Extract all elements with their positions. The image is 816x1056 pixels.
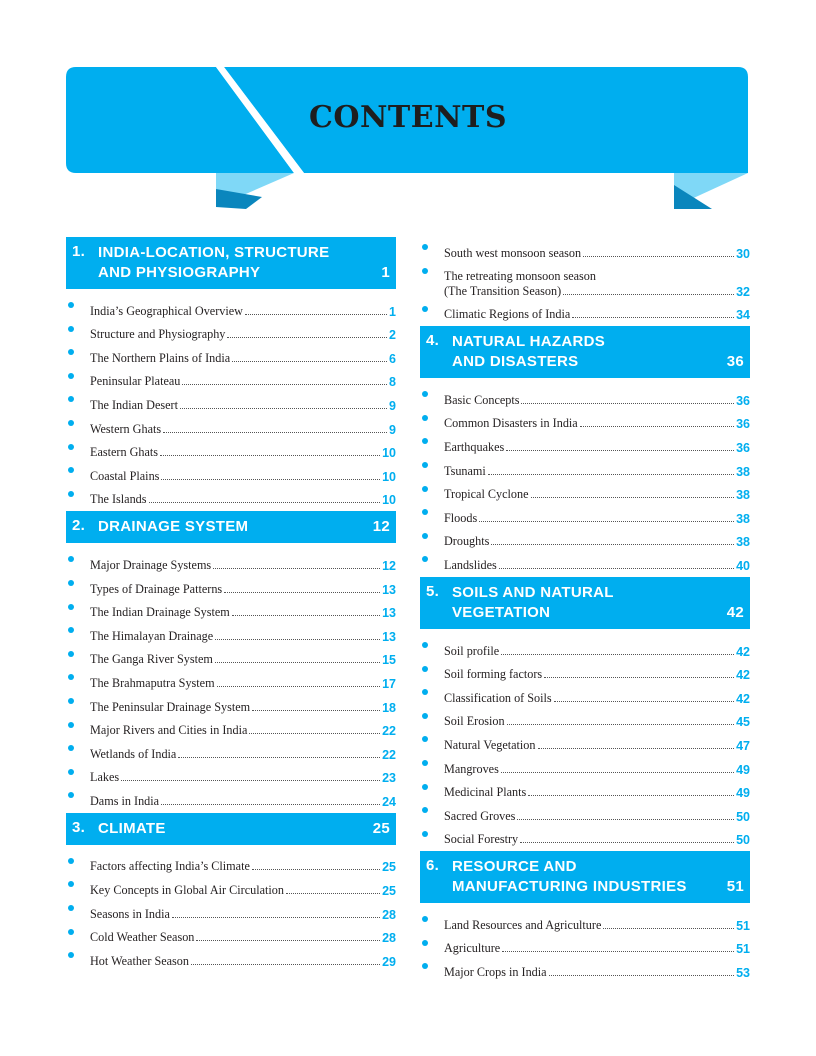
leader-dots	[554, 701, 734, 702]
toc-item-label: India’s Geographical Overview	[90, 303, 243, 318]
toc-item-page: 15	[382, 653, 396, 668]
toc-item-page: 24	[382, 794, 396, 809]
toc-item-page: 49	[736, 762, 750, 777]
chapter-page: 36	[726, 353, 744, 371]
toc-item-label-line1: The retreating monsoon season	[444, 268, 596, 283]
bullet-icon	[68, 467, 74, 473]
leader-dots	[196, 940, 380, 941]
toc-item-page: 32	[736, 284, 750, 299]
leader-dots	[161, 804, 380, 805]
toc-item-page: 28	[382, 931, 396, 946]
toc-item-page: 36	[736, 393, 750, 408]
bullet-icon	[68, 326, 74, 332]
toc-item[interactable]	[420, 706, 750, 730]
leader-dots	[215, 639, 380, 640]
leader-dots	[249, 733, 380, 734]
bullet-icon	[68, 373, 74, 379]
toc-item-page: 1	[389, 304, 396, 319]
toc-item-page: 38	[736, 464, 750, 479]
toc-item[interactable]	[420, 384, 750, 408]
toc-item-label: Lakes	[90, 770, 120, 785]
toc-item-page: 38	[736, 535, 750, 550]
leader-dots	[252, 869, 380, 870]
chapter-number: 1.	[72, 243, 86, 260]
chapter-number: 4.	[426, 332, 440, 350]
toc-item-page: 42	[736, 691, 750, 706]
toc-item-page: 8	[389, 375, 396, 390]
toc-item-page: 50	[736, 833, 750, 848]
leader-dots	[520, 842, 734, 843]
toc-item[interactable]	[66, 762, 396, 786]
toc-item[interactable]	[66, 437, 396, 461]
chapter-title-line1: SOILS AND NATURAL	[452, 583, 614, 601]
chapter-title-line1: RESOURCE AND	[452, 858, 577, 876]
toc-item[interactable]	[420, 299, 750, 323]
toc-item-label: Wetlands of India	[90, 746, 177, 761]
bullet-icon	[68, 420, 74, 426]
toc-item-label-line2: (The Transition Season)	[444, 283, 562, 298]
toc-item-label: Eastern Ghats	[90, 445, 159, 460]
toc-item[interactable]	[66, 898, 396, 922]
toc-item[interactable]	[66, 667, 396, 691]
leader-dots	[603, 928, 734, 929]
toc-item[interactable]	[66, 785, 396, 809]
toc-item-page: 50	[736, 809, 750, 824]
toc-item[interactable]	[66, 549, 396, 573]
bullet-icon	[422, 642, 428, 648]
toc-item-label: Climatic Regions of India	[444, 307, 571, 322]
toc-item-label: Types of Drainage Patterns	[90, 581, 223, 596]
toc-item[interactable]	[66, 413, 396, 437]
leader-dots	[191, 964, 380, 965]
bullet-icon	[422, 556, 428, 562]
toc-item-page: 36	[736, 417, 750, 432]
toc-item[interactable]	[66, 738, 396, 762]
bullet-icon	[422, 415, 428, 421]
bullet-icon	[68, 556, 74, 562]
leader-dots	[507, 724, 734, 725]
toc-item[interactable]	[420, 502, 750, 526]
toc-item-label: The Peninsular Drainage System	[90, 699, 251, 714]
toc-item[interactable]	[66, 620, 396, 644]
toc-item-label: Mangroves	[444, 761, 499, 776]
toc-item-page: 38	[736, 488, 750, 503]
bullet-icon	[68, 491, 74, 497]
leader-dots	[549, 975, 735, 976]
toc-item-label: Major Drainage Systems	[90, 557, 212, 572]
chapter-title-line1: DRAINAGE SYSTEM	[98, 518, 249, 536]
toc-item[interactable]	[420, 408, 750, 432]
toc-item-label: Basic Concepts	[444, 392, 520, 407]
toc-item-label: Droughts	[444, 534, 490, 549]
bullet-icon	[422, 244, 428, 250]
bullet-icon	[422, 438, 428, 444]
chapter-heading[interactable]	[420, 851, 750, 903]
bullet-icon	[68, 858, 74, 864]
bullet-icon	[68, 580, 74, 586]
toc-item-label: South west monsoon season	[444, 245, 582, 260]
toc-item-label: The Islands	[90, 492, 147, 507]
bullet-icon	[68, 769, 74, 775]
toc-item[interactable]	[66, 573, 396, 597]
bullet-icon	[68, 792, 74, 798]
bullet-icon	[422, 831, 428, 837]
leader-dots	[488, 474, 734, 475]
bullet-icon	[68, 349, 74, 355]
toc-item-page: 22	[382, 747, 396, 762]
bullet-icon	[68, 698, 74, 704]
chapter-title-line2: VEGETATION	[452, 603, 551, 621]
toc-item-page: 10	[382, 469, 396, 484]
toc-item-page: 17	[382, 676, 396, 691]
toc-item-page: 18	[382, 700, 396, 715]
toc-item-page: 12	[382, 558, 396, 573]
toc-item-label: Key Concepts in Global Air Circulation	[90, 883, 284, 898]
leader-dots	[531, 497, 735, 498]
toc-item-label: Natural Vegetation	[444, 737, 536, 752]
toc-item-label: Sacred Groves	[444, 808, 516, 823]
leader-dots	[227, 337, 387, 338]
toc-item-label: The Indian Desert	[90, 397, 178, 412]
toc-item-page: 13	[382, 629, 396, 644]
toc-item[interactable]	[420, 777, 750, 801]
toc-item-label: Earthquakes	[444, 439, 505, 454]
chapter-page: 12	[372, 518, 390, 536]
bullet-icon	[422, 963, 428, 969]
bullet-icon	[68, 444, 74, 450]
toc-item-page: 9	[389, 422, 396, 437]
leader-dots	[479, 521, 734, 522]
bullet-icon	[422, 509, 428, 515]
chapter-number: 5.	[426, 582, 440, 600]
toc-item[interactable]	[420, 479, 750, 503]
leader-dots	[580, 426, 734, 427]
leader-dots	[215, 662, 380, 663]
chapter-page: 42	[726, 603, 744, 621]
leader-dots	[499, 568, 734, 569]
toc-item-label: Medicinal Plants	[444, 785, 527, 800]
toc-item-label: Classification of Soils	[444, 690, 552, 705]
toc-item-label: The Indian Drainage System	[90, 605, 230, 620]
toc-item[interactable]	[66, 342, 396, 366]
toc-item-label: Factors affecting India’s Climate	[90, 859, 250, 874]
toc-item[interactable]	[66, 851, 396, 875]
toc-item-label: Land Resources and Agriculture	[444, 917, 602, 932]
chapter-title-line2: AND PHYSIOGRAPHY	[98, 264, 261, 281]
leader-dots	[506, 450, 734, 451]
toc-item-label: Western Ghats	[90, 421, 162, 436]
chapter-title-line1: CLIMATE	[98, 819, 166, 837]
toc-item[interactable]	[420, 261, 750, 299]
bullet-icon	[422, 689, 428, 695]
page-title: CONTENTS	[308, 100, 508, 135]
toc-item-page: 51	[736, 942, 750, 957]
toc-item-page: 36	[736, 440, 750, 455]
toc-item-page: 53	[736, 966, 750, 981]
toc-item-label: Hot Weather Season	[90, 953, 189, 968]
toc-item-label: Seasons in India	[90, 906, 170, 921]
toc-item-page: 38	[736, 511, 750, 526]
chapter-number: 6.	[426, 857, 440, 875]
bullet-icon	[68, 674, 74, 680]
chapter-page: 25	[372, 819, 390, 837]
chapter-page: 51	[726, 878, 744, 896]
bullet-icon	[422, 916, 428, 922]
bullet-icon	[68, 604, 74, 610]
leader-dots	[528, 795, 734, 796]
leader-dots	[572, 317, 734, 318]
chapter-number: 2.	[72, 517, 86, 535]
leader-dots	[172, 917, 380, 918]
toc-item-page: 22	[382, 724, 396, 739]
toc-item[interactable]	[66, 366, 396, 390]
toc-item[interactable]	[420, 682, 750, 706]
bullet-icon	[68, 627, 74, 633]
toc-item-label: Coastal Plains	[90, 468, 160, 483]
leader-dots	[544, 677, 734, 678]
bullet-icon	[422, 760, 428, 766]
leader-dots	[224, 592, 380, 593]
toc-item[interactable]	[420, 635, 750, 659]
bullet-icon	[68, 651, 74, 657]
toc-item-label: Floods	[444, 510, 478, 525]
leader-dots	[538, 748, 735, 749]
toc-item[interactable]	[420, 659, 750, 683]
toc-item-page: 28	[382, 907, 396, 922]
bullet-icon	[422, 736, 428, 742]
toc-item-label: The Brahmaputra System	[90, 675, 215, 690]
toc-item[interactable]	[66, 945, 396, 969]
toc-item-page: 29	[382, 954, 396, 969]
toc-item[interactable]	[66, 319, 396, 343]
leader-dots	[163, 432, 387, 433]
toc-item-page: 25	[382, 860, 396, 875]
leader-dots	[502, 951, 734, 952]
bullet-icon	[422, 391, 428, 397]
toc-item-page: 10	[382, 493, 396, 508]
bullet-icon	[68, 952, 74, 958]
toc-item-page: 6	[389, 351, 396, 366]
toc-item[interactable]	[66, 644, 396, 668]
toc-item-page: 23	[382, 771, 396, 786]
toc-item-page: 30	[736, 246, 750, 261]
chapter-heading[interactable]	[66, 813, 396, 845]
leader-dots	[149, 502, 381, 503]
chapter-title-line2: MANUFACTURING INDUSTRIES	[452, 878, 687, 896]
toc-item[interactable]	[420, 237, 750, 261]
bullet-icon	[422, 462, 428, 468]
toc-item[interactable]	[420, 549, 750, 573]
bullet-icon	[68, 745, 74, 751]
toc-item[interactable]	[420, 956, 750, 980]
toc-item[interactable]	[420, 800, 750, 824]
toc-item[interactable]	[66, 715, 396, 739]
bullet-icon	[422, 784, 428, 790]
bullet-icon	[422, 940, 428, 946]
leader-dots	[501, 772, 734, 773]
toc-item[interactable]	[66, 922, 396, 946]
toc-item-page: 51	[736, 918, 750, 933]
toc-item[interactable]	[420, 753, 750, 777]
toc-item[interactable]	[66, 874, 396, 898]
leader-dots	[563, 294, 734, 295]
bullet-icon	[422, 486, 428, 492]
chapter-heading[interactable]	[420, 577, 750, 629]
toc-item-label: Social Forestry	[444, 832, 519, 847]
toc-item-page: 13	[382, 582, 396, 597]
leader-dots	[160, 455, 380, 456]
chapter-number: 3.	[72, 818, 86, 836]
bullet-icon	[422, 807, 428, 813]
leader-dots	[180, 408, 387, 409]
chapter-title-line2: AND DISASTERS	[452, 353, 579, 371]
toc-item[interactable]	[66, 691, 396, 715]
chapter-heading[interactable]	[66, 237, 396, 289]
leader-dots	[286, 893, 380, 894]
leader-dots	[501, 654, 734, 655]
leader-dots	[217, 686, 381, 687]
toc-item-page: 49	[736, 786, 750, 801]
bullet-icon	[422, 533, 428, 539]
toc-item-label: The Ganga River System	[90, 652, 213, 667]
toc-item-label: Structure and Physiography	[90, 327, 226, 342]
toc-item-page: 2	[389, 328, 396, 343]
toc-item-label: Soil profile	[444, 643, 500, 658]
toc-item-page: 34	[736, 308, 750, 323]
toc-item-page: 42	[736, 668, 750, 683]
toc-item-label: Major Rivers and Cities in India	[90, 723, 248, 738]
toc-column-right	[420, 237, 750, 980]
toc-item-label: Common Disasters in India	[444, 416, 578, 431]
toc-item[interactable]	[420, 933, 750, 957]
leader-dots	[121, 780, 380, 781]
toc-item-label: Agriculture	[444, 941, 501, 956]
leader-dots	[245, 314, 387, 315]
chapter-heading[interactable]	[420, 326, 750, 378]
toc-item[interactable]	[66, 460, 396, 484]
toc-item-label: Soil forming factors	[444, 667, 543, 682]
bullet-icon	[422, 713, 428, 719]
toc-item[interactable]	[66, 295, 396, 319]
toc-item-page: 47	[736, 738, 750, 753]
leader-dots	[232, 615, 380, 616]
leader-dots	[161, 479, 380, 480]
toc-item[interactable]	[66, 597, 396, 621]
toc-item[interactable]	[420, 455, 750, 479]
leader-dots	[252, 710, 380, 711]
chapter-page: 1	[381, 264, 390, 281]
toc-column-left	[66, 237, 396, 969]
toc-item[interactable]	[420, 431, 750, 455]
toc-item-page: 40	[736, 558, 750, 573]
toc-item-label: Major Crops in India	[444, 965, 547, 980]
toc-item-label: Soil Erosion	[444, 714, 505, 729]
chapter-heading[interactable]	[66, 511, 396, 543]
toc-item[interactable]	[420, 729, 750, 753]
bullet-icon	[68, 302, 74, 308]
bullet-icon	[422, 666, 428, 672]
chapter-title-line1: NATURAL HAZARDS	[452, 333, 606, 351]
toc-item-page: 9	[389, 398, 396, 413]
leader-dots	[583, 256, 734, 257]
chapter-title-line1: INDIA-LOCATION, STRUCTURE	[98, 244, 330, 261]
bullet-icon	[68, 722, 74, 728]
toc-item-label: Peninsular Plateau	[90, 374, 181, 389]
leader-dots	[232, 361, 387, 362]
toc-item-label: Tsunami	[444, 463, 486, 478]
toc-item-page: 25	[382, 884, 396, 899]
toc-item[interactable]	[66, 484, 396, 508]
bullet-icon	[68, 929, 74, 935]
toc-item-page: 45	[736, 715, 750, 730]
ribbon-graphic	[66, 67, 748, 212]
leader-dots	[491, 544, 734, 545]
toc-item[interactable]	[420, 909, 750, 933]
bullet-icon	[68, 396, 74, 402]
bullet-icon	[68, 905, 74, 911]
leader-dots	[182, 384, 387, 385]
leader-dots	[178, 757, 380, 758]
toc-item-page: 42	[736, 644, 750, 659]
toc-item-label: Landslides	[444, 557, 497, 572]
leader-dots	[517, 819, 734, 820]
bullet-icon	[422, 306, 428, 312]
toc-item[interactable]	[420, 526, 750, 550]
toc-item[interactable]	[420, 824, 750, 848]
toc-item[interactable]	[66, 389, 396, 413]
toc-item-label: The Himalayan Drainage	[90, 628, 214, 643]
toc-item-label: Cold Weather Season	[90, 930, 195, 945]
leader-dots	[521, 403, 734, 404]
bullet-icon	[422, 268, 428, 274]
toc-item-page: 10	[382, 446, 396, 461]
toc-item-page: 13	[382, 606, 396, 621]
toc-item-label: Dams in India	[90, 793, 160, 808]
leader-dots	[213, 568, 380, 569]
toc-item-label: The Northern Plains of India	[90, 350, 231, 365]
bullet-icon	[68, 881, 74, 887]
toc-item-label: Tropical Cyclone	[444, 487, 529, 502]
